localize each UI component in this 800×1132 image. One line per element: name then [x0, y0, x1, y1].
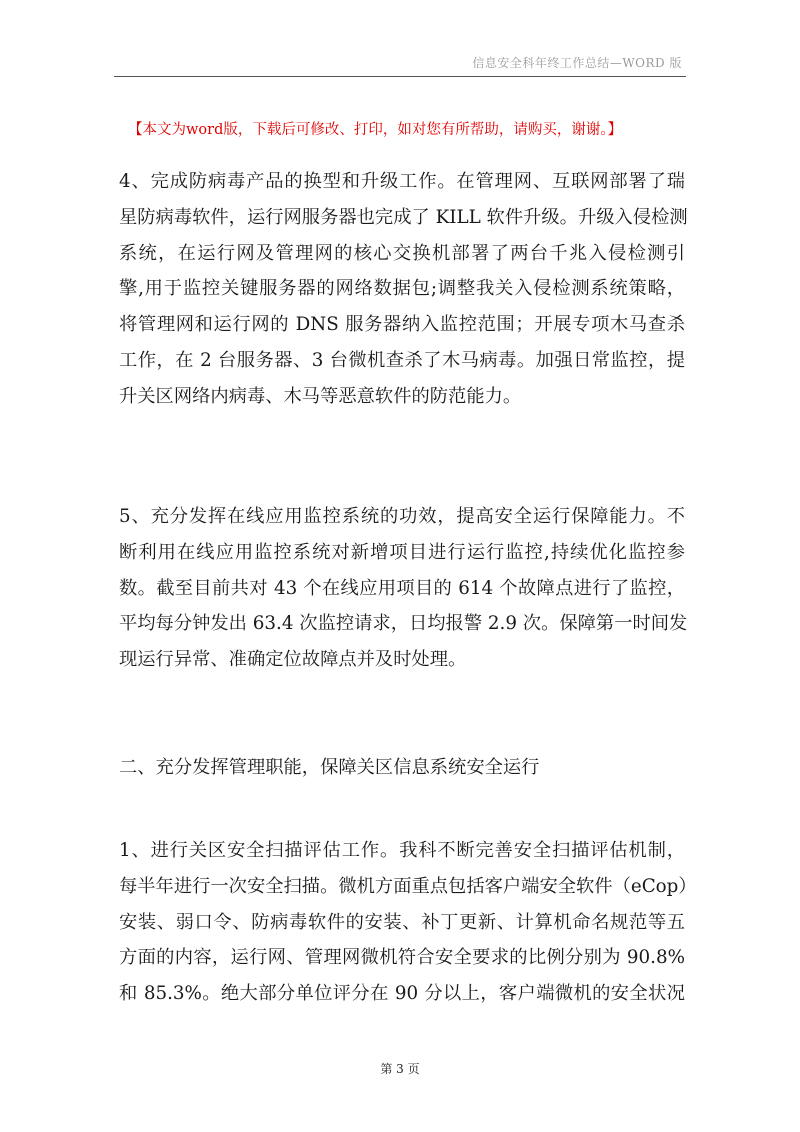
- header-divider: [114, 76, 686, 77]
- paragraph-line: 4、完成防病毒产品的换型和升级工作。在管理网、互联网部署了瑞: [119, 171, 685, 192]
- paragraph-line: 断利用在线应用监控系统对新增项目进行运行监控,持续优化监控参: [119, 541, 685, 563]
- paragraph-line: 每半年进行一次安全扫描。微机方面重点包括客户端安全软件（eCop）: [119, 875, 697, 897]
- purchase-notice: 【本文为word版，下载后可修改、打印，如对您有所帮助，请购买，谢谢。】: [128, 122, 623, 138]
- paragraph-line: 将管理网和运行网的 DNS 服务器纳入监控范围；开展专项木马查杀: [119, 314, 685, 336]
- section-heading: [119, 750, 685, 786]
- paragraph-line: 平均每分钟发出 63.4 次监控请求，日均报警 2.9 次。保障第一时间发: [119, 613, 688, 635]
- paragraph-line: 系统，在运行网及管理网的核心交换机部署了两台千兆入侵检测引: [119, 242, 685, 264]
- paragraph-online-monitoring: [119, 499, 688, 678]
- paragraph-line: 擎,用于监控关键服务器的网络数据包;调整我关入侵检测系统策略，: [119, 278, 685, 300]
- section-heading-text: 二、充分发挥管理职能，保障关区信息系统安全运行: [119, 757, 540, 778]
- page-number: 第 3 页: [380, 1062, 420, 1076]
- paragraph-line: 和 85.3%。绝大部分单位评分在 90 分以上，客户端微机的安全状况: [119, 983, 685, 1005]
- paragraph-line: 1、进行关区安全扫描评估工作。我科不断完善安全扫描评估机制，: [119, 840, 685, 861]
- paragraph-security-scan: [119, 833, 697, 1012]
- paragraph-antivirus-upgrade: [119, 164, 688, 415]
- paragraph-line: 现运行异常、准确定位故障点并及时处理。: [119, 649, 467, 671]
- paragraph-line: 升关区网络内病毒、木马等恶意软件的防范能力。: [119, 385, 522, 407]
- running-header: 信息安全科年终工作总结—WORD 版: [472, 56, 682, 70]
- paragraph-line: 安装、弱口令、防病毒软件的安装、补丁更新、计算机命名规范等五: [119, 911, 685, 933]
- paragraph-line: 数。截至目前共对 43 个在线应用项目的 614 个故障点进行了监控，: [119, 577, 685, 599]
- paragraph-line: 方面的内容，运行网、管理网微机符合安全要求的比例分别为 90.8%: [119, 947, 685, 969]
- paragraph-line: 星防病毒软件，运行网服务器也完成了 KILL 软件升级。升级入侵检测: [119, 206, 688, 228]
- paragraph-line: 工作，在 2 台服务器、3 台微机查杀了木马病毒。加强日常监控，提: [119, 349, 685, 371]
- paragraph-line: 5、充分发挥在线应用监控系统的功效，提高安全运行保障能力。不: [119, 506, 685, 527]
